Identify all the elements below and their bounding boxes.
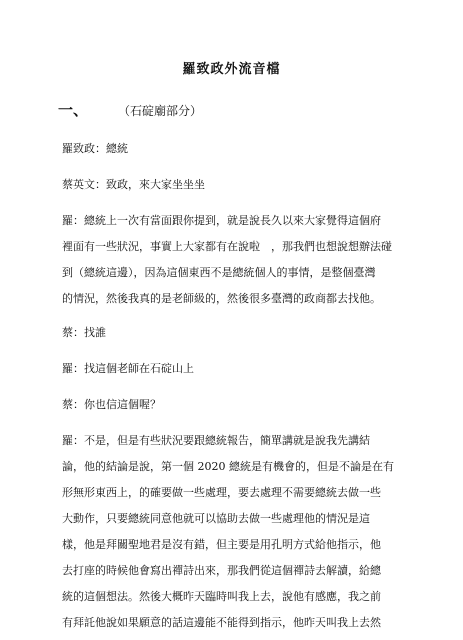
dialogue-paragraph: [62, 320, 401, 346]
text-line: 樣，他是拜關聖地君是沒有錯，但主要是用孔明方式給他指示，他: [62, 538, 381, 551]
text-line: 的情況，然後我真的是老師級的，然後很多臺灣的政商都去找他。: [62, 292, 381, 305]
text-line: 裡面有一些狀況，事實上大家都有在說啦 ，那我們也想說想辦法碰: [62, 240, 392, 253]
dialogue-paragraph: [62, 172, 401, 198]
section-heading: [58, 99, 401, 120]
dialogue-paragraph: [62, 392, 401, 418]
dialogue-paragraph: [62, 356, 401, 382]
text-line: 羅：總統上一次有當面跟你提到，就是說長久以來大家覺得這個府: [62, 214, 381, 227]
text-line: 有拜託他說如果願意的話這邊能不能得到指示，他昨天叫我上去然: [62, 616, 381, 629]
text-line: 蔡英文：致政，來大家坐坐坐: [62, 178, 205, 191]
text-line: 去打座的時候他會寫出禪詩出來，那我們從這個禪詩去解讀，給總: [62, 564, 381, 577]
dialogue-paragraph: [62, 208, 401, 312]
text-line: 羅：找這個老師在石碇山上: [62, 362, 194, 375]
text-line: 論，他的結論是說，第一個 2020 總統是有機會的，但是不論是在有: [62, 460, 394, 473]
text-line: 蔡：你也信這個喔？: [62, 398, 161, 411]
text-line: 羅：不是，但是有些狀況要跟總統報告，簡單講就是說我先講結: [62, 434, 370, 447]
text-line: 形無形東西上，的確要做一些處理，要去處理不需要總統去做一些: [62, 486, 381, 499]
text-line: 羅致政：總統: [62, 142, 128, 155]
text-line: 大動作，只要總統同意他就可以協助去做一些處理他的情況是這: [62, 512, 370, 525]
section-label: （石碇廟部分）: [118, 104, 203, 118]
text-line: 統的這個想法。然後大概昨天臨時叫我上去，說他有感應，我之前: [62, 590, 381, 603]
document-title: 羅致政外流音檔: [182, 62, 281, 77]
dialogue-paragraph: [62, 428, 401, 636]
dialogue-paragraph: [62, 136, 401, 162]
text-line: 蔡：找誰: [62, 326, 106, 339]
text-line: 到（總統這邊），因為這個東西不是總統個人的事情，是整個臺灣: [62, 266, 376, 279]
section-number: 一、: [58, 101, 89, 119]
